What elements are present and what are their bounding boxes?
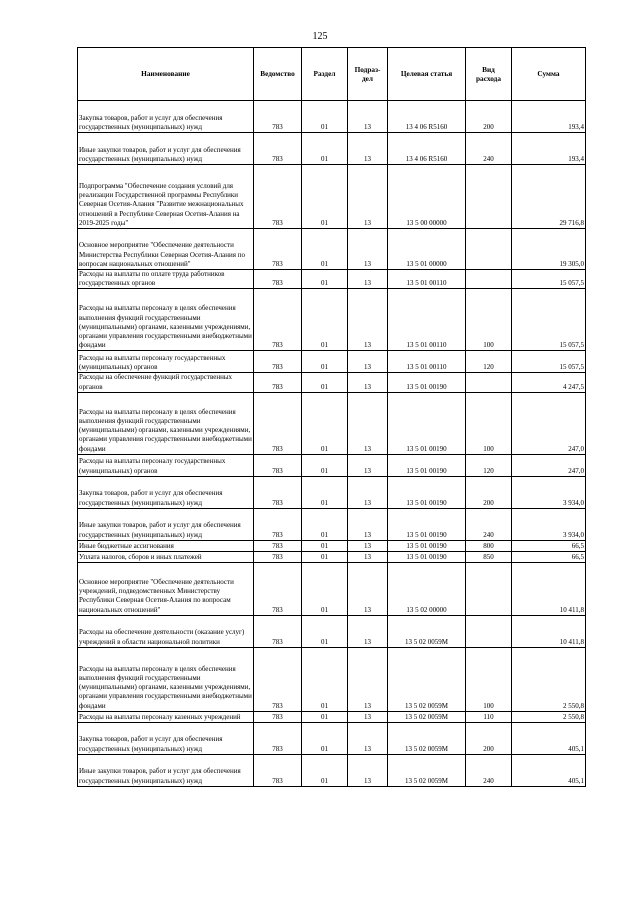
row-sum: 10 411,8 <box>512 615 586 647</box>
row-name: Расходы на выплаты персоналу государственных (муниципальных) органов <box>78 351 254 373</box>
row-target-article: 13 5 02 0059M <box>388 711 466 722</box>
row-expense-type <box>466 615 512 647</box>
table-row <box>78 392 586 454</box>
row-subsection: 13 <box>348 615 388 647</box>
row-target-article: 13 5 01 00190 <box>388 476 466 508</box>
row-department: 783 <box>254 133 302 165</box>
row-expense-type: 120 <box>466 351 512 373</box>
row-name: Уплата налогов, сборов и иных платежей <box>78 551 254 562</box>
row-expense-type: 240 <box>466 133 512 165</box>
row-subsection: 13 <box>348 229 388 270</box>
table-row <box>78 711 586 722</box>
row-subsection: 13 <box>348 722 388 754</box>
row-section: 01 <box>302 711 348 722</box>
row-expense-type <box>466 562 512 615</box>
table-row <box>78 351 586 373</box>
row-department: 783 <box>254 647 302 711</box>
row-department: 783 <box>254 540 302 551</box>
row-name: Закупка товаров, работ и услуг для обеспечения государственных (муниципальных) нужд <box>78 476 254 508</box>
row-department: 783 <box>254 165 302 229</box>
row-sum: 2 550,8 <box>512 711 586 722</box>
row-subsection: 13 <box>348 351 388 373</box>
row-sum: 247,0 <box>512 392 586 454</box>
row-sum: 2 550,8 <box>512 647 586 711</box>
row-name: Расходы на выплаты персоналу в целях обеспечения выполнения функций государственными (муниципальными) органами, казенными учреждениями, органами управления государственными внебюджетными фондами <box>78 392 254 454</box>
row-department: 783 <box>254 392 302 454</box>
row-name: Расходы на выплаты персоналу государственных (муниципальных) органов <box>78 454 254 476</box>
table-row <box>78 133 586 165</box>
row-target-article: 13 5 00 00000 <box>388 165 466 229</box>
header-target-article: Целевая статья <box>388 48 466 101</box>
row-department: 783 <box>254 615 302 647</box>
row-sum: 66,5 <box>512 540 586 551</box>
row-target-article: 13 5 01 00000 <box>388 229 466 270</box>
header-expense-type: Вид расхода <box>466 48 512 101</box>
row-sum: 19 305,0 <box>512 229 586 270</box>
table-row <box>78 551 586 562</box>
row-name: Расходы на обеспечение функций государственных органов <box>78 373 254 392</box>
header-sum: Сумма <box>512 48 586 101</box>
row-section: 01 <box>302 270 348 289</box>
row-department: 783 <box>254 508 302 540</box>
row-name: Иные бюджетные ассигнования <box>78 540 254 551</box>
row-sum: 10 411,8 <box>512 562 586 615</box>
row-sum: 247,0 <box>512 454 586 476</box>
table-row <box>78 508 586 540</box>
table-row <box>78 540 586 551</box>
row-section: 01 <box>302 101 348 133</box>
row-target-article: 13 5 01 00190 <box>388 508 466 540</box>
row-sum: 15 057,5 <box>512 351 586 373</box>
row-section: 01 <box>302 540 348 551</box>
row-section: 01 <box>302 647 348 711</box>
row-subsection: 13 <box>348 647 388 711</box>
row-target-article: 13 5 02 0059M <box>388 722 466 754</box>
row-expense-type <box>466 229 512 270</box>
row-expense-type <box>466 270 512 289</box>
row-sum: 3 934,0 <box>512 508 586 540</box>
row-department: 783 <box>254 373 302 392</box>
row-subsection: 13 <box>348 540 388 551</box>
row-department: 783 <box>254 351 302 373</box>
row-department: 783 <box>254 476 302 508</box>
row-name: Основное мероприятие "Обеспечение деятельности Министерства Республики Северная Осетия-Алания по вопросам национальных отношений" <box>78 229 254 270</box>
table-row <box>78 289 586 351</box>
row-subsection: 13 <box>348 373 388 392</box>
row-department: 783 <box>254 289 302 351</box>
row-target-article: 13 5 01 00190 <box>388 551 466 562</box>
row-target-article: 13 5 02 00000 <box>388 562 466 615</box>
row-name: Иные закупки товаров, работ и услуг для обеспечения государственных (муниципальных) нужд <box>78 133 254 165</box>
row-sum: 193,4 <box>512 101 586 133</box>
row-section: 01 <box>302 754 348 786</box>
table-row <box>78 454 586 476</box>
row-department: 783 <box>254 754 302 786</box>
row-expense-type: 100 <box>466 392 512 454</box>
row-department: 783 <box>254 722 302 754</box>
row-section: 01 <box>302 722 348 754</box>
row-expense-type: 800 <box>466 540 512 551</box>
row-expense-type: 240 <box>466 754 512 786</box>
row-sum: 405,1 <box>512 754 586 786</box>
row-section: 01 <box>302 229 348 270</box>
row-name: Закупка товаров, работ и услуг для обеспечения государственных (муниципальных) нужд <box>78 722 254 754</box>
row-target-article: 13 5 01 00190 <box>388 373 466 392</box>
row-expense-type: 200 <box>466 722 512 754</box>
table-row <box>78 165 586 229</box>
table-row <box>78 101 586 133</box>
row-section: 01 <box>302 551 348 562</box>
row-expense-type: 120 <box>466 454 512 476</box>
row-department: 783 <box>254 229 302 270</box>
header-section: Раздел <box>302 48 348 101</box>
row-section: 01 <box>302 133 348 165</box>
row-sum: 3 934,0 <box>512 476 586 508</box>
table-row <box>78 615 586 647</box>
row-subsection: 13 <box>348 270 388 289</box>
row-subsection: 13 <box>348 711 388 722</box>
row-expense-type: 240 <box>466 508 512 540</box>
row-section: 01 <box>302 615 348 647</box>
row-target-article: 13 5 01 00190 <box>388 454 466 476</box>
row-name: Расходы на выплаты по оплате труда работников государственных органов <box>78 270 254 289</box>
row-target-article: 13 5 01 00110 <box>388 289 466 351</box>
table-header-row <box>78 48 586 101</box>
row-expense-type <box>466 373 512 392</box>
row-subsection: 13 <box>348 101 388 133</box>
row-name: Закупка товаров, работ и услуг для обеспечения государственных (муниципальных) нужд <box>78 101 254 133</box>
row-name: Иные закупки товаров, работ и услуг для обеспечения государственных (муниципальных) нужд <box>78 754 254 786</box>
row-department: 783 <box>254 711 302 722</box>
row-subsection: 13 <box>348 476 388 508</box>
row-section: 01 <box>302 454 348 476</box>
header-department: Ведомство <box>254 48 302 101</box>
row-section: 01 <box>302 351 348 373</box>
row-subsection: 13 <box>348 165 388 229</box>
row-sum: 29 716,8 <box>512 165 586 229</box>
table-row <box>78 722 586 754</box>
row-section: 01 <box>302 392 348 454</box>
row-subsection: 13 <box>348 133 388 165</box>
table-row <box>78 562 586 615</box>
row-target-article: 13 5 01 00190 <box>388 392 466 454</box>
row-department: 783 <box>254 101 302 133</box>
row-target-article: 13 5 01 00190 <box>388 540 466 551</box>
row-target-article: 13 5 02 0059M <box>388 647 466 711</box>
row-subsection: 13 <box>348 508 388 540</box>
row-section: 01 <box>302 508 348 540</box>
row-sum: 405,1 <box>512 722 586 754</box>
row-target-article: 13 5 02 0059M <box>388 615 466 647</box>
row-department: 783 <box>254 551 302 562</box>
row-section: 01 <box>302 562 348 615</box>
row-name: Расходы на выплаты персоналу в целях обеспечения выполнения функций государственными (муниципальными) органами, казенными учреждениями, органами управления государственными внебюджетными фондами <box>78 289 254 351</box>
row-subsection: 13 <box>348 754 388 786</box>
row-expense-type: 850 <box>466 551 512 562</box>
table-row <box>78 270 586 289</box>
row-sum: 193,4 <box>512 133 586 165</box>
row-sum: 15 057,5 <box>512 270 586 289</box>
row-target-article: 13 4 06 R5160 <box>388 133 466 165</box>
row-subsection: 13 <box>348 454 388 476</box>
budget-table <box>77 47 586 787</box>
row-sum: 66,5 <box>512 551 586 562</box>
table-row <box>78 476 586 508</box>
row-expense-type: 110 <box>466 711 512 722</box>
row-name: Иные закупки товаров, работ и услуг для обеспечения государственных (муниципальных) нужд <box>78 508 254 540</box>
row-department: 783 <box>254 454 302 476</box>
row-target-article: 13 5 01 00110 <box>388 270 466 289</box>
row-section: 01 <box>302 165 348 229</box>
table-row <box>78 754 586 786</box>
table-row <box>78 373 586 392</box>
row-expense-type <box>466 165 512 229</box>
row-section: 01 <box>302 476 348 508</box>
row-expense-type: 100 <box>466 647 512 711</box>
row-target-article: 13 5 02 0059M <box>388 754 466 786</box>
row-sum: 4 247,5 <box>512 373 586 392</box>
table-row <box>78 229 586 270</box>
row-subsection: 13 <box>348 289 388 351</box>
row-name: Расходы на выплаты персоналу казенных учреждений <box>78 711 254 722</box>
row-target-article: 13 5 01 00110 <box>388 351 466 373</box>
row-section: 01 <box>302 373 348 392</box>
header-name: Наименование <box>78 48 254 101</box>
row-name: Расходы на обеспечение деятельности (оказание услуг) учреждений в области национальной политики <box>78 615 254 647</box>
row-expense-type: 100 <box>466 289 512 351</box>
page-number: 125 <box>312 31 328 42</box>
row-expense-type: 200 <box>466 476 512 508</box>
row-department: 783 <box>254 562 302 615</box>
row-department: 783 <box>254 270 302 289</box>
row-name: Основное мероприятие "Обеспечение деятельности учреждений, подведомственных Министерству Республики Северная Осетия-Алания по вопросам национальных отношений" <box>78 562 254 615</box>
row-section: 01 <box>302 289 348 351</box>
row-sum: 15 057,5 <box>512 289 586 351</box>
row-subsection: 13 <box>348 392 388 454</box>
table-row <box>78 647 586 711</box>
row-name: Подпрограмма "Обеспечение создания условий для реализации Государственной программы Республики Северная Осетия-Алания "Развитие межнациональных отношений в Республике Северная Осетия-Алания на 2019-2025 годы" <box>78 165 254 229</box>
row-subsection: 13 <box>348 562 388 615</box>
row-target-article: 13 4 06 R5160 <box>388 101 466 133</box>
row-name: Расходы на выплаты персоналу в целях обеспечения выполнения функций государственными (муниципальными) органами, казенными учреждениями, органами управления государственными внебюджетными фондами <box>78 647 254 711</box>
header-subsection: Подраз- дел <box>348 48 388 101</box>
row-expense-type: 200 <box>466 101 512 133</box>
row-subsection: 13 <box>348 551 388 562</box>
